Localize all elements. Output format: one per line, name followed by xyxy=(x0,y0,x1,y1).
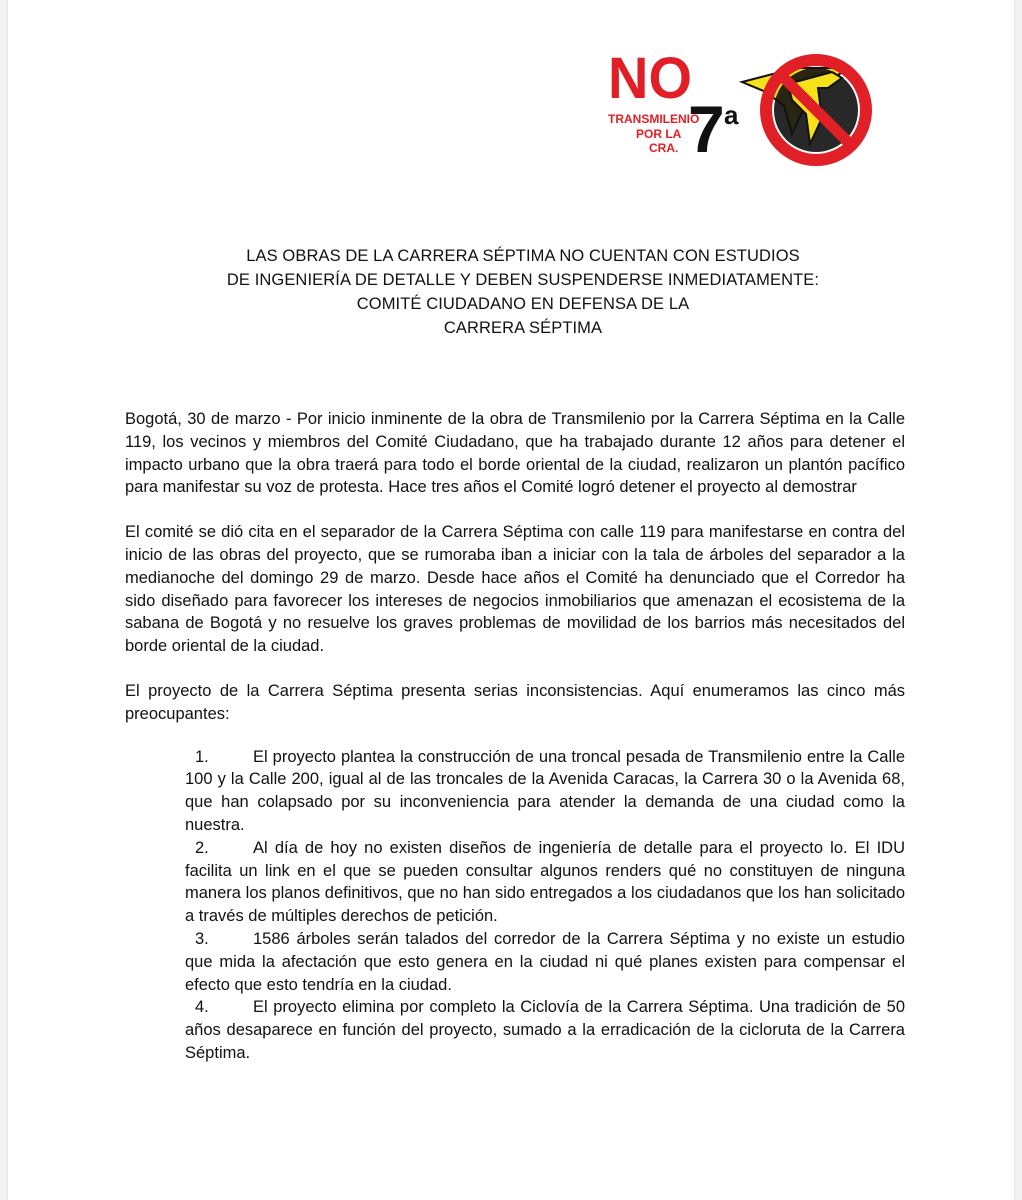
list-item-text: Al día de hoy no existen diseños de ingeniería de detalle para el proyecto lo. El IDU facilita un link en el que se pueden consultar algunos renders qué no constituyen de ninguna manera los planos definitivos, que no han sido entregados a los ciudadanos que los han solicitado a través de múltiples derechos de petición. xyxy=(185,838,905,926)
paragraph-2: El comité se dió cita en el separador de la Carrera Séptima con calle 119 para manifestarse en contra del inicio de las obras del proyecto, que se rumoraba iban a iniciar con la tala de árboles del separador a la medianoche del domingo 29 de marzo. Desde hace años el Comité ha denunciado que el Corredor ha sido diseñado para favorecer los intereses de negocios inmobiliarios que amenazan el ecosistema de la sabana de Bogotá y no resuelve los graves problemas de movilidad de los barrios más necesitados del borde oriental de la ciudad. xyxy=(125,523,905,656)
title-line-4: CARRERA SÉPTIMA xyxy=(443,319,603,337)
document-body xyxy=(125,408,905,1065)
logo-no-text: NO xyxy=(608,48,692,111)
logo-seven: 7 xyxy=(688,92,725,166)
logo-subtext-3: CRA. xyxy=(649,141,679,155)
paragraph-1: Bogotá, 30 de marzo - Por inicio inminente de la obra de Transmilenio por la Carrera Séptima en la Calle 119, los vecinos y miembros del Comité Ciudadano, que ha trabajado durante 12 años para detener el impacto urbano que la obra traerá para todo el borde oriental de la ciudad, realizaron un plantón pacífico para manifestar su voz de protesta. Hace tres años el Comité logró detener el proyecto al demostrar xyxy=(125,410,905,497)
no-transmilenio-logo xyxy=(596,48,886,168)
logo-seven-a: a xyxy=(724,100,739,130)
list-item-number: 1. xyxy=(195,747,209,766)
list-item-text: El proyecto plantea la construcción de una troncal pesada de Transmilenio entre la Calle 100 y la Calle 200, igual al de las troncales de la Avenida Caracas, la Carrera 30 o la Avenida 68, que han colapsado por su inconveniencia para atender la demanda de una ciudad como la nuestra. xyxy=(185,747,905,834)
document-page xyxy=(8,0,1014,1200)
logo-subtext-2: POR LA xyxy=(636,127,682,141)
logo-subtext-1: TRANSMILENIO xyxy=(608,112,700,126)
title-line-2: DE INGENIERÍA DE DETALLE Y DEBEN SUSPENDERSE INMEDIATAMENTE: xyxy=(226,271,820,289)
list-item xyxy=(185,837,905,928)
title-line-1: LAS OBRAS DE LA CARRERA SÉPTIMA NO CUENTAN CON ESTUDIOS xyxy=(246,247,800,265)
list-item-text: 1586 árboles serán talados del corredor de la Carrera Séptima y no existe un estudio que mida la afectación que esto genera en la ciudad ni qué planes existen para compensar el efecto que esto tendría en la ciudad. xyxy=(185,929,905,994)
concerns-list xyxy=(125,746,905,1065)
document-title xyxy=(128,244,918,340)
title-line-3: COMITÉ CIUDADANO EN DEFENSA DE LA xyxy=(356,295,690,313)
list-item xyxy=(185,996,905,1064)
list-item-number: 3. xyxy=(195,929,209,948)
list-item-number: 4. xyxy=(195,998,209,1017)
list-item-text: El proyecto elimina por completo la Ciclovía de la Carrera Séptima. Una tradición de 50 años desaparece en función del proyecto, sumado a la erradicación de la cicloruta de la Carrera Séptima. xyxy=(185,998,905,1062)
list-item-number: 2. xyxy=(195,838,209,857)
list-item xyxy=(185,746,905,837)
list-item xyxy=(185,928,905,996)
paragraph-3: El proyecto de la Carrera Séptima presenta serias inconsistencias. Aquí enumeramos las cinco más preocupantes: xyxy=(125,681,905,723)
